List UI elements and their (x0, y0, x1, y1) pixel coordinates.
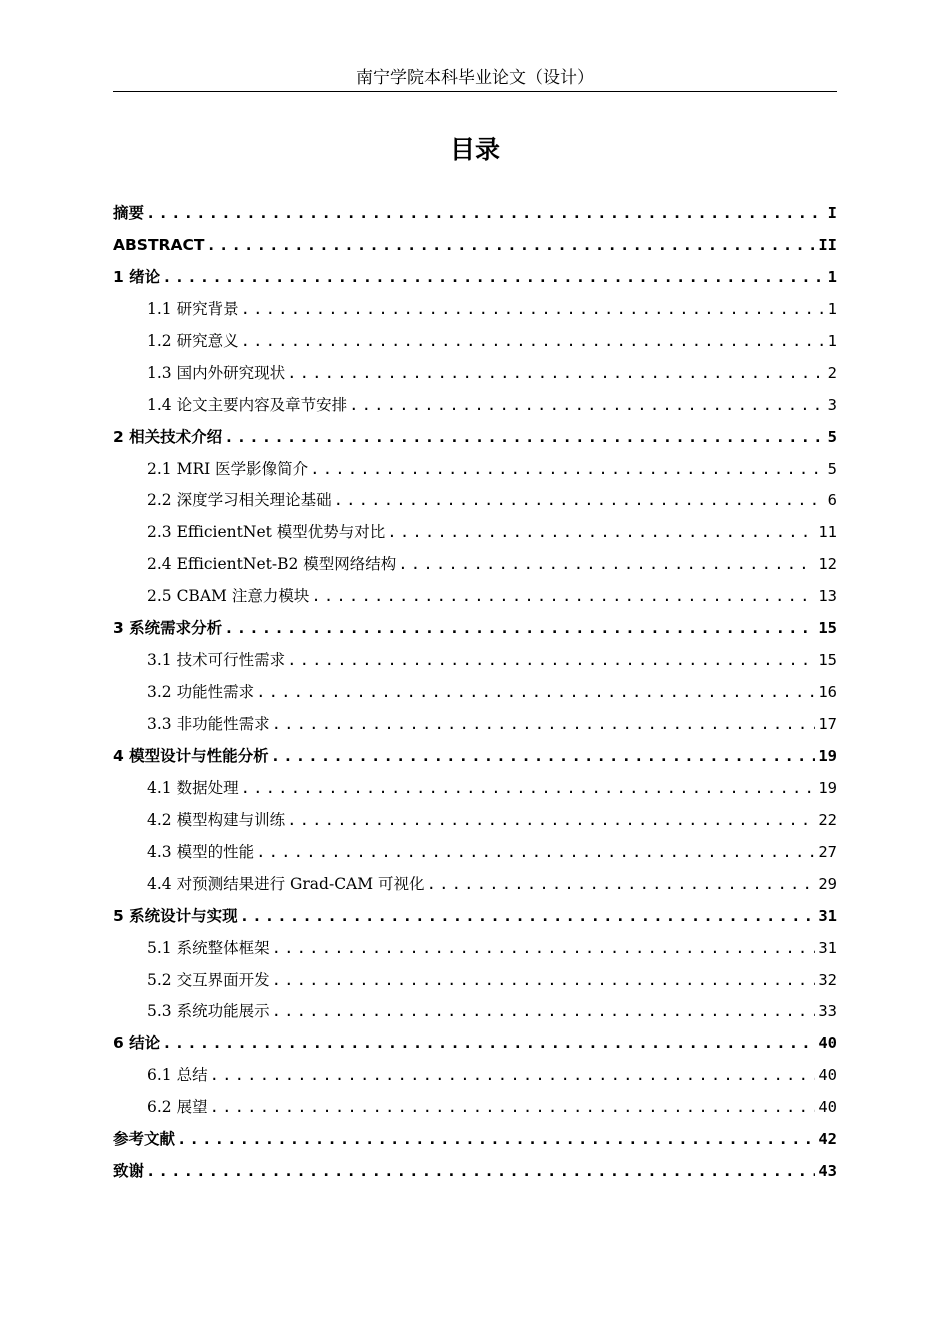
toc-entry-24[interactable] (113, 933, 837, 965)
toc-entry-23[interactable] (113, 901, 837, 933)
toc-leader-dots (162, 1028, 815, 1060)
toc-entry-label: 6.2 展望 (147, 1098, 208, 1117)
toc-entry-12[interactable] (113, 549, 837, 581)
toc-list (113, 198, 837, 1188)
toc-leader-dots (272, 709, 816, 741)
toc-entry-1[interactable] (113, 198, 837, 230)
toc-leader-dots (224, 422, 824, 454)
toc-entry-page-number: 3 (827, 395, 837, 414)
toc-entry-page-number: 40 (818, 1098, 837, 1117)
toc-entry-label: 参考文献 (113, 1130, 176, 1149)
toc-entry-page-number: 6 (827, 491, 837, 510)
toc-leader-dots (334, 485, 825, 517)
toc-entry-6[interactable] (113, 358, 837, 390)
toc-entry-page-number: 2 (827, 363, 837, 382)
toc-leader-dots (310, 454, 824, 486)
toc-entry-label: 5.2 交互界面开发 (147, 970, 270, 989)
toc-entry-29[interactable] (113, 1092, 837, 1124)
toc-entry-page-number: 1 (827, 299, 837, 318)
toc-entry-label: 4.2 模型构建与训练 (147, 810, 286, 829)
toc-entry-label: 4.3 模型的性能 (147, 842, 255, 861)
toc-entry-page-number: 32 (818, 970, 837, 989)
toc-entry-label: ABSTRACT (113, 235, 205, 254)
toc-entry-4[interactable] (113, 294, 837, 326)
toc-leader-dots (287, 805, 815, 837)
toc-entry-page-number: 11 (818, 523, 837, 542)
toc-entry-19[interactable] (113, 773, 837, 805)
toc-entry-page-number: 13 (818, 587, 837, 606)
toc-entry-label: 5 系统设计与实现 (113, 906, 238, 925)
toc-entry-label: 1.1 研究背景 (147, 299, 239, 318)
toc-entry-31[interactable] (113, 1156, 837, 1188)
toc-leader-dots (271, 741, 816, 773)
toc-entry-13[interactable] (113, 581, 837, 613)
toc-entry-label: 4 模型设计与性能分析 (113, 746, 269, 765)
toc-leader-dots (210, 1092, 816, 1124)
toc-leader-dots (287, 358, 825, 390)
toc-entry-label: 3.1 技术可行性需求 (147, 651, 286, 670)
toc-leader-dots (241, 294, 825, 326)
toc-entry-label: 2.1 MRI 医学影像简介 (147, 459, 309, 478)
toc-entry-15[interactable] (113, 645, 837, 677)
toc-entry-28[interactable] (113, 1060, 837, 1092)
toc-leader-dots (162, 262, 824, 294)
toc-leader-dots (272, 965, 816, 997)
toc-leader-dots (206, 230, 815, 262)
toc-entry-page-number: 12 (818, 555, 837, 574)
toc-entry-label: 2.5 CBAM 注意力模块 (147, 587, 310, 606)
toc-entry-label: 5.3 系统功能展示 (147, 1002, 270, 1021)
toc-leader-dots (177, 1124, 815, 1156)
toc-entry-page-number: 19 (818, 746, 837, 765)
toc-entry-page-number: 17 (818, 715, 837, 733)
toc-entry-11[interactable] (113, 517, 837, 549)
toc-entry-label: 3.2 功能性需求 (147, 683, 255, 702)
toc-entry-label: 6 结论 (113, 1034, 161, 1053)
toc-entry-22[interactable] (113, 869, 837, 901)
toc-entry-page-number: 31 (818, 938, 837, 957)
toc-entry-page-number: 31 (818, 906, 837, 925)
toc-leader-dots (241, 326, 825, 358)
toc-entry-page-number: 15 (818, 619, 837, 638)
toc-entry-14[interactable] (113, 613, 837, 645)
toc-entry-page-number: 40 (818, 1034, 837, 1053)
toc-leader-dots (240, 901, 816, 933)
toc-entry-5[interactable] (113, 326, 837, 358)
toc-entry-16[interactable] (113, 677, 837, 709)
toc-entry-label: 1.4 论文主要内容及章节安排 (147, 395, 348, 414)
toc-entry-label: 1.2 研究意义 (147, 331, 239, 350)
toc-entry-label: 致谢 (113, 1162, 145, 1181)
toc-entry-page-number: 19 (818, 778, 837, 797)
toc-entry-26[interactable] (113, 996, 837, 1028)
toc-entry-label: 2.4 EfficientNet-B2 模型网络结构 (147, 555, 397, 574)
toc-entry-page-number: I (827, 204, 837, 222)
toc-leader-dots (311, 581, 815, 613)
toc-leader-dots (398, 549, 815, 581)
toc-entry-label: 1 绪论 (113, 267, 161, 286)
toc-entry-label: 2.3 EfficientNet 模型优势与对比 (147, 523, 386, 542)
toc-entry-30[interactable] (113, 1124, 837, 1156)
toc-entry-page-number: 33 (818, 1002, 837, 1021)
toc-leader-dots (287, 645, 815, 677)
toc-entry-8[interactable] (113, 422, 837, 454)
toc-entry-page-number: II (818, 235, 837, 254)
toc-leader-dots (387, 517, 815, 549)
toc-entry-page-number: 40 (818, 1066, 837, 1085)
toc-entry-20[interactable] (113, 805, 837, 837)
toc-entry-label: 2.2 深度学习相关理论基础 (147, 491, 332, 510)
toc-entry-7[interactable] (113, 390, 837, 422)
toc-entry-page-number: 42 (818, 1130, 837, 1149)
toc-entry-page-number: 43 (818, 1162, 837, 1181)
toc-entry-label: 4.1 数据处理 (147, 778, 239, 797)
toc-entry-page-number: 5 (827, 427, 837, 446)
toc-leader-dots (210, 1060, 816, 1092)
toc-entry-label: 4.4 对预测结果进行 Grad-CAM 可视化 (147, 874, 425, 893)
toc-leader-dots (146, 1156, 815, 1188)
toc-entry-18[interactable] (113, 741, 837, 773)
toc-entry-label: 1.3 国内外研究现状 (147, 363, 286, 382)
toc-leader-dots (224, 613, 815, 645)
toc-leader-dots (146, 198, 825, 230)
toc-entry-page-number: 27 (818, 842, 837, 861)
toc-entry-page-number: 15 (818, 651, 837, 670)
toc-title: 目录 (449, 135, 500, 164)
toc-entry-label: 6.1 总结 (147, 1066, 208, 1085)
toc-entry-page-number: 29 (818, 874, 837, 893)
toc-entry-21[interactable] (113, 837, 837, 869)
running-header: 南宁学院本科毕业论文（设计） (356, 68, 594, 88)
toc-entry-page-number: 1 (827, 267, 837, 286)
toc-entry-label: 3.3 非功能性需求 (147, 715, 270, 733)
toc-leader-dots (256, 837, 815, 869)
toc-entry-17[interactable] (113, 709, 837, 741)
toc-entry-page-number: 5 (827, 459, 837, 478)
toc-entry-label: 摘要 (113, 204, 145, 222)
toc-entry-25[interactable] (113, 965, 837, 997)
toc-entry-label: 5.1 系统整体框架 (147, 938, 270, 957)
toc-leader-dots (272, 996, 816, 1028)
toc-entry-label: 2 相关技术介绍 (113, 427, 223, 446)
header-divider (113, 91, 837, 92)
toc-entry-2[interactable] (113, 230, 837, 262)
toc-entry-label: 3 系统需求分析 (113, 619, 223, 638)
toc-leader-dots (427, 869, 816, 901)
toc-entry-27[interactable] (113, 1028, 837, 1060)
toc-entry-page-number: 22 (818, 810, 837, 829)
toc-leader-dots (349, 390, 825, 422)
toc-leader-dots (272, 933, 816, 965)
toc-leader-dots (241, 773, 816, 805)
toc-leader-dots (256, 677, 815, 709)
toc-entry-page-number: 1 (827, 331, 837, 350)
toc-entry-9[interactable] (113, 454, 837, 486)
toc-entry-10[interactable] (113, 485, 837, 517)
toc-entry-3[interactable] (113, 262, 837, 294)
toc-entry-page-number: 16 (818, 683, 837, 702)
